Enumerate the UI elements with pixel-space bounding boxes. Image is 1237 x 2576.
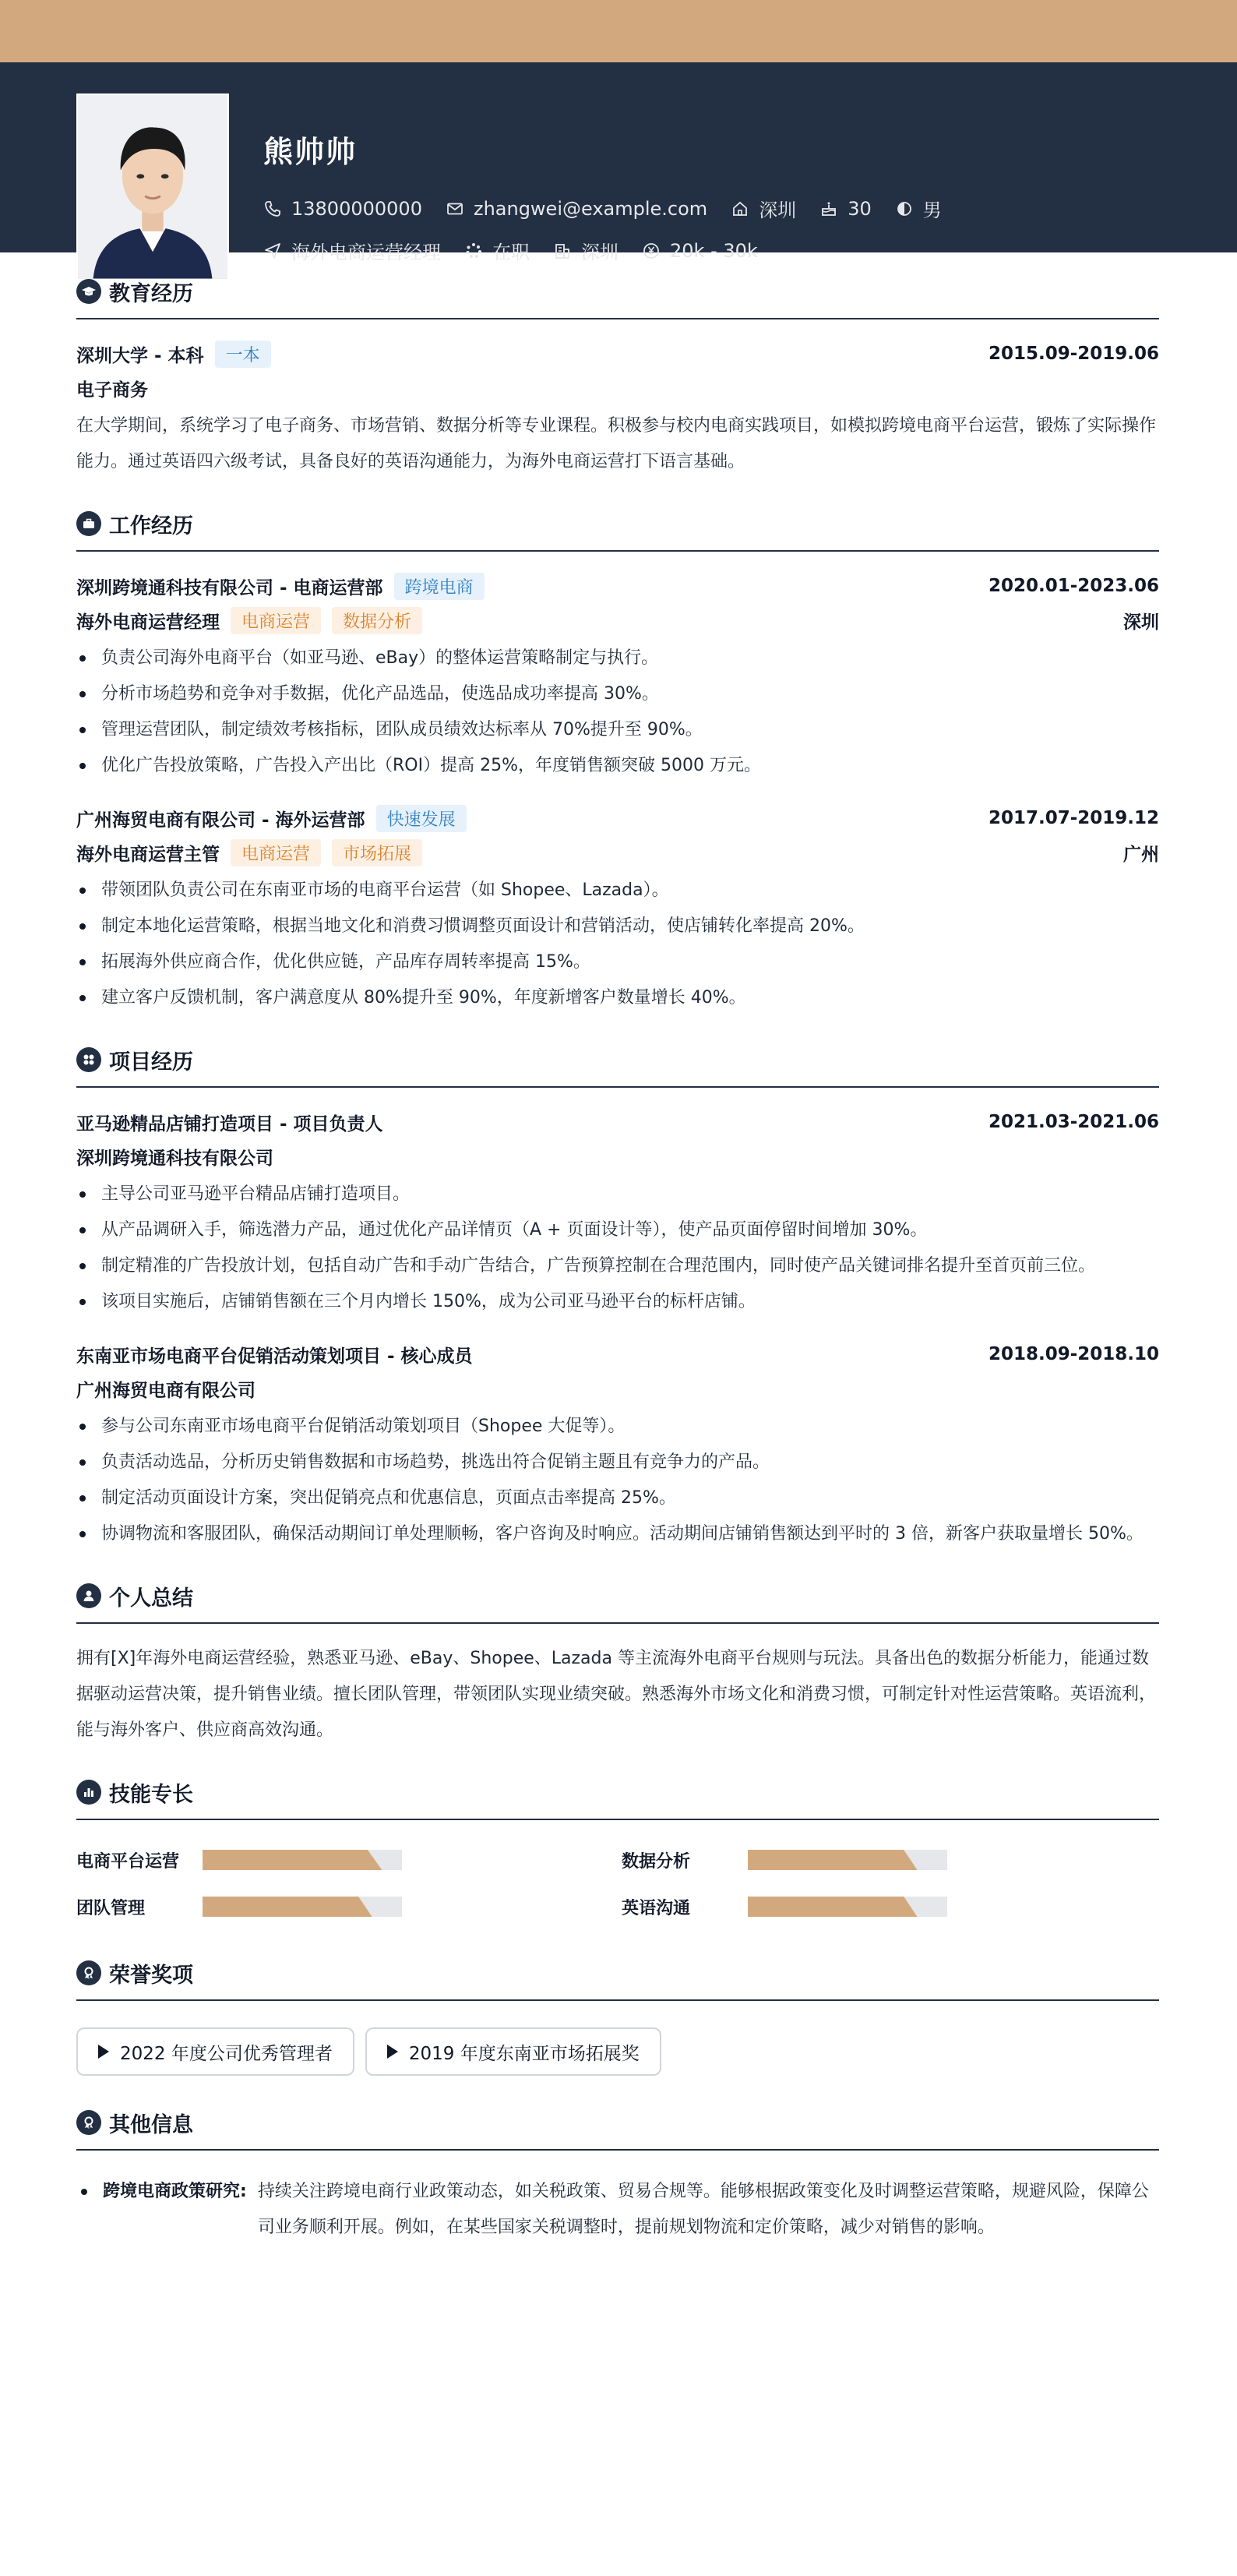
project-date: 2018.09-2018.10	[988, 1344, 1159, 1364]
work-header	[76, 569, 1159, 603]
other-item	[76, 2174, 1159, 2246]
work-date: 2017.07-2019.12	[988, 808, 1159, 828]
skill-bar	[203, 1897, 402, 1917]
status-text: 在职	[492, 242, 530, 263]
summary-text: 拥有[X]年海外电商运营经验，熟悉亚马逊、eBay、Shopee、Lazada 等主流海外电商平台规则与玩法。具备出色的数据分析能力，能通过数据驱动运营决策，提升销售业绩。擅长团队管理，带领团队实现业绩突破。熟悉海外市场文化和消费习惯，可制定针对性运营策略。英语流利，能与海外客户、供应商高效沟通。	[76, 1649, 1157, 1740]
list-item: 管理运营团队，制定绩效考核指标，团队成员绩效达标率从 70%提升至 90%。	[76, 712, 1159, 748]
list-item: 负责活动选品，分析历史销售数据和市场趋势，挑选出符合促销主题且有竞争力的产品。	[76, 1445, 1159, 1480]
list-item: 负责公司海外电商平台（如亚马逊、eBay）的整体运营策略制定与执行。	[76, 640, 1159, 676]
honor-text: 2019 年度东南亚市场拓展奖	[408, 2043, 640, 2064]
honor-item	[365, 2027, 661, 2076]
skill-name: 英语沟通	[622, 1898, 691, 1918]
loading-icon	[464, 242, 483, 260]
list-item: 制定本地化运营策略，根据当地文化和消费习惯调整页面设计和营销活动，使店铺转化率提高 20%。	[76, 909, 1159, 944]
education-section-title	[76, 265, 1159, 319]
list-item: 制定精准的广告投放计划，包括自动广告和手动广告结合，广告预算控制在合理范围内，同时使产品关键词排名提升至首页前三位。	[76, 1248, 1159, 1284]
summary-section-title	[76, 1569, 1159, 1624]
ribbon-icon	[76, 2110, 101, 2135]
list-item: 优化广告投放策略，广告投入产出比（ROI）提高 25%，年度销售额突破 5000 万元。	[76, 748, 1159, 784]
project-header	[76, 1105, 1159, 1139]
list-item: 制定活动页面设计方案，突出促销亮点和优惠信息，页面点击率提高 25%。	[76, 1480, 1159, 1516]
education-header	[76, 337, 1159, 371]
education-entry	[76, 337, 1159, 480]
mail-icon	[446, 199, 464, 218]
cake-icon	[819, 199, 838, 218]
project-entry	[76, 1105, 1159, 1320]
skill-bar-fill	[748, 1850, 918, 1870]
major-name: 电子商务	[76, 379, 148, 401]
work-location: 深圳	[1123, 612, 1159, 633]
skill-bar-fill	[203, 1850, 382, 1870]
skill-item	[76, 1847, 622, 1873]
other-section-title	[76, 2096, 1159, 2151]
city-item	[731, 195, 796, 222]
honor-text: 2022 年度公司优秀管理者	[120, 2043, 333, 2064]
skill-name: 数据分析	[622, 1851, 691, 1872]
gender-item	[895, 195, 942, 222]
section-heading: 工作经历	[109, 513, 193, 538]
role-line	[76, 603, 1159, 637]
company-name: 广州海贸电商有限公司 - 海外运营部	[76, 810, 365, 831]
list-item: 拓展海外供应商合作，优化供应链，产品库存周转率提高 15%。	[76, 944, 1159, 980]
skill-name: 团队管理	[76, 1898, 146, 1918]
major-line	[76, 371, 1159, 405]
work-header	[76, 801, 1159, 835]
skill-item	[76, 1893, 622, 1920]
other-text: 持续关注跨境电商行业政策动态，如关税政策、贸易合规等。能够根据政策变化及时调整运营策略，规避风险，保障公司业务顺利开展。例如，在某些国家关税调整时，提前规划物流和定价策略，减少对销售的影响。	[257, 2182, 1149, 2237]
honor-item	[76, 2027, 354, 2076]
send-icon	[263, 242, 282, 260]
role-tag: 市场拓展	[332, 839, 422, 866]
award-icon	[76, 1960, 101, 1985]
project-company: 广州海贸电商有限公司	[76, 1380, 256, 1401]
project-company: 深圳跨境通科技有限公司	[76, 1148, 273, 1169]
work-date: 2020.01-2023.06	[988, 576, 1159, 596]
project-entry	[76, 1337, 1159, 1552]
project-date: 2021.03-2021.06	[988, 1112, 1159, 1132]
list-item: 分析市场趋势和竞争对手数据，优化产品选品，使选品成功率提高 30%。	[76, 676, 1159, 712]
project-title: 东南亚市场电商平台促销活动策划项目 - 核心成员	[76, 1346, 473, 1367]
company-tag: 快速发展	[376, 805, 467, 832]
role-tag: 电商运营	[231, 607, 321, 634]
project-bullets	[76, 1177, 1159, 1320]
project-company-line	[76, 1371, 1159, 1406]
gender-text: 男	[922, 199, 942, 221]
age-text: 30	[848, 197, 872, 220]
building-icon	[553, 242, 572, 260]
skills-section-title	[76, 1766, 1159, 1820]
bullet-dot	[81, 2189, 87, 2195]
user-icon	[76, 1583, 101, 1608]
target-city-item	[553, 237, 618, 264]
skill-bar	[748, 1897, 947, 1917]
phone-text: 13800000000	[291, 197, 422, 220]
briefcase-icon	[76, 511, 101, 536]
top-accent-band	[0, 0, 1237, 62]
target-city-text: 深圳	[581, 242, 618, 263]
section-heading: 项目经历	[109, 1050, 193, 1075]
job-intent-row	[263, 237, 781, 264]
target-position-text: 海外电商运营经理	[291, 242, 441, 263]
education-description: 在大学期间，系统学习了电子商务、市场营销、数据分析等专业课程。积极参与校内电商实践项目，如模拟跨境电商平台运营，锻炼了实际操作能力。通过英语四六级考试，具备良好的英语沟通能力，为海外电商运营打下语言基础。	[76, 416, 1157, 471]
other-label: 跨境电商政策研究:	[103, 2182, 247, 2201]
salary-item	[642, 240, 758, 262]
role-tag: 数据分析	[332, 607, 422, 634]
role-title: 海外电商运营经理	[76, 612, 220, 633]
list-item: 带领团队负责公司在东南亚市场的电商平台运营（如 Shopee、Lazada）。	[76, 873, 1159, 909]
resume-content	[76, 265, 1159, 2246]
honors-section-title	[76, 1946, 1159, 2001]
phone-icon	[263, 199, 282, 218]
grid-icon	[76, 1047, 101, 1072]
role-title: 海外电商运营主管	[76, 844, 220, 865]
project-bullets	[76, 1409, 1159, 1552]
age-item	[819, 198, 872, 220]
education-date: 2015.09-2019.06	[988, 344, 1159, 364]
work-entry	[76, 569, 1159, 784]
salary-text: 20k - 30k	[670, 239, 758, 262]
project-company-line	[76, 1139, 1159, 1173]
phone-item	[263, 198, 422, 220]
projects-section-title	[76, 1033, 1159, 1088]
list-item: 建立客户反馈机制，客户满意度从 80%提升至 90%，年度新增客户数量增长 40%。	[76, 980, 1159, 1016]
profile-header	[0, 62, 1237, 263]
target-position-item	[263, 237, 441, 264]
work-bullets	[76, 873, 1159, 1016]
chart-icon	[76, 1780, 101, 1805]
play-icon	[387, 2045, 398, 2059]
list-item: 主导公司亚马逊平台精品店铺打造项目。	[76, 1177, 1159, 1212]
work-entry	[76, 801, 1159, 1016]
skill-bar	[203, 1850, 402, 1870]
avatar	[76, 94, 229, 281]
section-heading: 教育经历	[109, 281, 193, 306]
status-item	[464, 237, 530, 264]
candidate-name: 熊帅帅	[263, 135, 358, 169]
skill-item	[622, 1847, 1159, 1873]
project-title: 亚马逊精品店铺打造项目 - 项目负责人	[76, 1113, 383, 1134]
school-tag: 一本	[215, 341, 271, 368]
email-text: zhangwei@example.com	[473, 197, 708, 220]
work-bullets	[76, 640, 1159, 784]
list-item: 协调物流和客服团队，确保活动期间订单处理顺畅，客户咨询及时响应。活动期间店铺销售额达到平时的 3 倍，新客户获取量增长 50%。	[76, 1516, 1159, 1552]
company-name: 深圳跨境通科技有限公司 - 电商运营部	[76, 577, 383, 598]
company-tag: 跨境电商	[394, 573, 485, 600]
city-text: 深圳	[759, 199, 797, 221]
gender-icon	[895, 199, 914, 218]
school-name: 深圳大学 - 本科	[76, 345, 204, 366]
skill-bar	[748, 1850, 947, 1870]
skill-item	[622, 1893, 1159, 1920]
yuan-icon	[642, 242, 661, 260]
email-item	[446, 198, 707, 220]
play-icon	[98, 2045, 109, 2059]
section-heading: 个人总结	[109, 1586, 193, 1611]
list-item: 从产品调研入手，筛选潜力产品，通过优化产品详情页（A + 页面设计等），使产品页面停留时间增加 30%。	[76, 1212, 1159, 1248]
section-heading: 技能专长	[109, 1782, 193, 1807]
graduation-cap-icon	[76, 279, 101, 304]
skill-name: 电商平台运营	[76, 1851, 180, 1872]
work-location: 广州	[1123, 844, 1159, 865]
skills-grid	[76, 1847, 1159, 1920]
section-heading: 其他信息	[109, 2112, 193, 2137]
work-section-title	[76, 497, 1159, 552]
project-header	[76, 1337, 1159, 1371]
role-line	[76, 835, 1159, 870]
role-tag: 电商运营	[231, 839, 321, 866]
list-item: 参与公司东南亚市场电商平台促销活动策划项目（Shopee 大促等）。	[76, 1409, 1159, 1445]
contact-row	[263, 195, 965, 222]
skill-bar-fill	[203, 1897, 372, 1917]
list-item: 该项目实施后，店铺销售额在三个月内增长 150%，成为公司亚马逊平台的标杆店铺。	[76, 1284, 1159, 1320]
skill-bar-fill	[748, 1897, 918, 1917]
section-heading: 荣誉奖项	[109, 1963, 193, 1988]
avatar-portrait-icon	[78, 95, 227, 279]
home-icon	[731, 199, 749, 218]
honors-list	[76, 2027, 1159, 2076]
